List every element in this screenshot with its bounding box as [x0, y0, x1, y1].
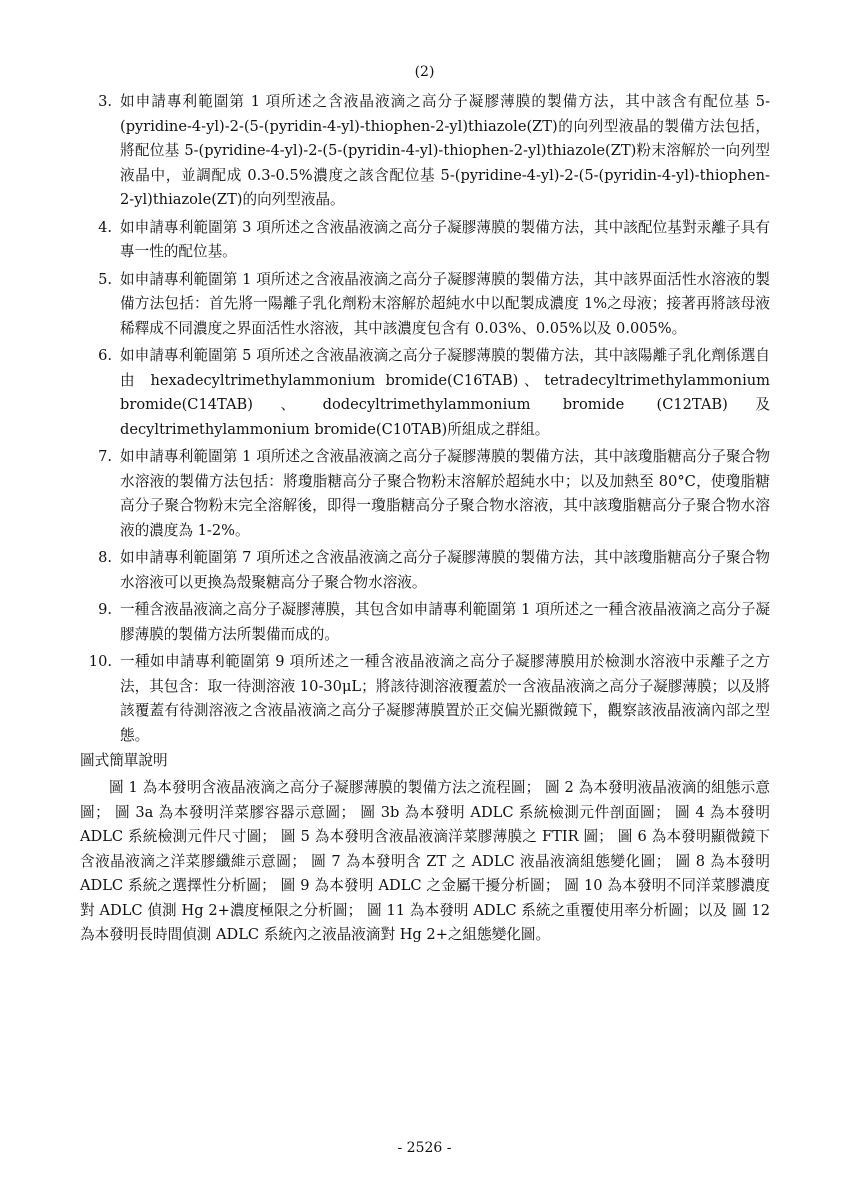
claim-text: 如申請專利範圍第 1 項所述之含液晶液滴之高分子凝膠薄膜的製備方法，其中該界面活性水溶液的製備方法包括：首先將一陽離子乳化劑粉末溶解於超純水中以配製成濃度 1%之母液；接著再將該母液稀釋成不同濃度之界面活性水溶液，其中該濃度包含有 0.03%、0.05%以及 0.005%。 — [120, 270, 770, 337]
claim-number: 8. — [98, 549, 112, 566]
claim-text: 如申請專利範圍第 5 項所述之含液晶液滴之高分子凝膠薄膜的製備方法，其中該陽離子乳化劑係選自由 hexadecyltrimethylammonium bromide(C16TAB)、tetradecyltrimethylammonium bromide(C14TAB)、dodecyltrimethylammonium bromide (C12TAB)及 decyltrimethylammonium bromide(C10TAB)所組成之群組。 — [120, 347, 770, 438]
claim-number: 3. — [98, 93, 112, 110]
claim-9 — [80, 598, 770, 647]
page-header: (2) — [414, 64, 435, 80]
claim-number: 6. — [98, 347, 112, 364]
claims-list — [80, 90, 770, 751]
section-title-figures: 圖式簡單說明 — [80, 752, 168, 769]
claim-text: 如申請專利範圍第 3 項所述之含液晶液滴之高分子凝膠薄膜的製備方法，其中該配位基對汞離子具有專一性的配位基。 — [120, 218, 770, 260]
claim-5 — [80, 268, 770, 342]
claim-number: 4. — [98, 218, 112, 236]
claim-6 — [80, 344, 770, 442]
claim-text: 如申請專利範圍第 1 項所述之含液晶液滴之高分子凝膠薄膜的製備方法，其中該含有配位基 5-(pyridine-4-yl)-2-(5-(pyridin-4-yl)-thiophen-2-yl)thiazole(ZT)的向列型液晶的製備方法包括，將配位基 5-(pyridine-4-yl)-2-(5-(pyridin-4-yl)-thiophen-2-yl)thiazole(ZT)粉末溶解於一向列型液晶中，並調配成 0.3-0.5%濃度之該含配位基 5-(pyridine-4-yl)-2-(5-(pyridin-4-yl)-thiophen-2-yl)thiazole(ZT)的向列型液晶。 — [120, 93, 770, 208]
claim-4 — [80, 216, 770, 265]
claim-10 — [80, 650, 770, 748]
claim-3 — [80, 90, 770, 213]
claim-text: 一種如申請專利範圍第 9 項所述之一種含液晶液滴之高分子凝膠薄膜用於檢測水溶液中汞離子之方法，其包含：取一待測溶液 10-30μL；將該待測溶液覆蓋於一含液晶液滴之高分子凝膠薄膜；以及將該覆蓋有待測溶液之含液晶液滴之高分子凝膠薄膜置於正交偏光顯微鏡下，觀察該液晶液滴內部之型態。 — [120, 653, 770, 744]
claim-number: 9. — [98, 601, 112, 618]
claim-8 — [80, 546, 770, 595]
page-number: - 2526 - — [397, 1140, 452, 1156]
claim-number: 7. — [98, 448, 112, 465]
claim-text: 如申請專利範圍第 7 項所述之含液晶液滴之高分子凝膠薄膜的製備方法，其中該瓊脂糖高分子聚合物水溶液可以更換為殼聚糖高分子聚合物水溶液。 — [120, 549, 770, 591]
claim-text: 如申請專利範圍第 1 項所述之含液晶液滴之高分子凝膠薄膜的製備方法，其中該瓊脂糖高分子聚合物水溶液的製備方法包括：將瓊脂糖高分子聚合物粉末溶解於超純水中；以及加熱至 80°C，使瓊脂糖高分子聚合物粉末完全溶解後，即得一瓊脂糖高分子聚合物水溶液，其中該瓊脂糖高分子聚合物水溶液的濃度為 1-2%。 — [120, 448, 770, 539]
claim-number: 10. — [88, 653, 112, 670]
figures-description: 圖 1 為本發明含液晶液滴之高分子凝膠薄膜的製備方法之流程圖； 圖 2 為本發明液晶液滴的組態示意圖； 圖 3a 為本發明洋菜膠容器示意圖； 圖 3b 為本發明 ADLC 系統檢測元件剖面圖； 圖 4 為本發明 ADLC 系統檢測元件尺寸圖； 圖 5 為本發明含液晶液滴洋菜膠薄膜之 FTIR 圖； 圖 6 為本發明顯微鏡下含液晶液滴之洋菜膠纖維示意圖； 圖 7 為本發明含 ZT 之 ADLC 液晶液滴組態變化圖； 圖 8 為本發明 ADLC 系統之選擇性分析圖； 圖 9 為本發明 ADLC 之金屬干擾分析圖； 圖 10 為本發明不同洋菜膠濃度對 ADLC 偵測 Hg 2+濃度極限之分析圖； 圖 11 為本發明 ADLC 系統之重覆使用率分析圖；以及 圖 12 為本發明長時間偵測 ADLC 系統內之液晶液滴對 Hg 2+之組態變化圖。 — [80, 779, 770, 943]
claim-text: 一種含液晶液滴之高分子凝膠薄膜，其包含如申請專利範圍第 1 項所述之一種含液晶液滴之高分子凝膠薄膜的製備方法所製備而成的。 — [120, 601, 770, 643]
claim-number: 5. — [98, 270, 112, 288]
claim-7 — [80, 445, 770, 543]
